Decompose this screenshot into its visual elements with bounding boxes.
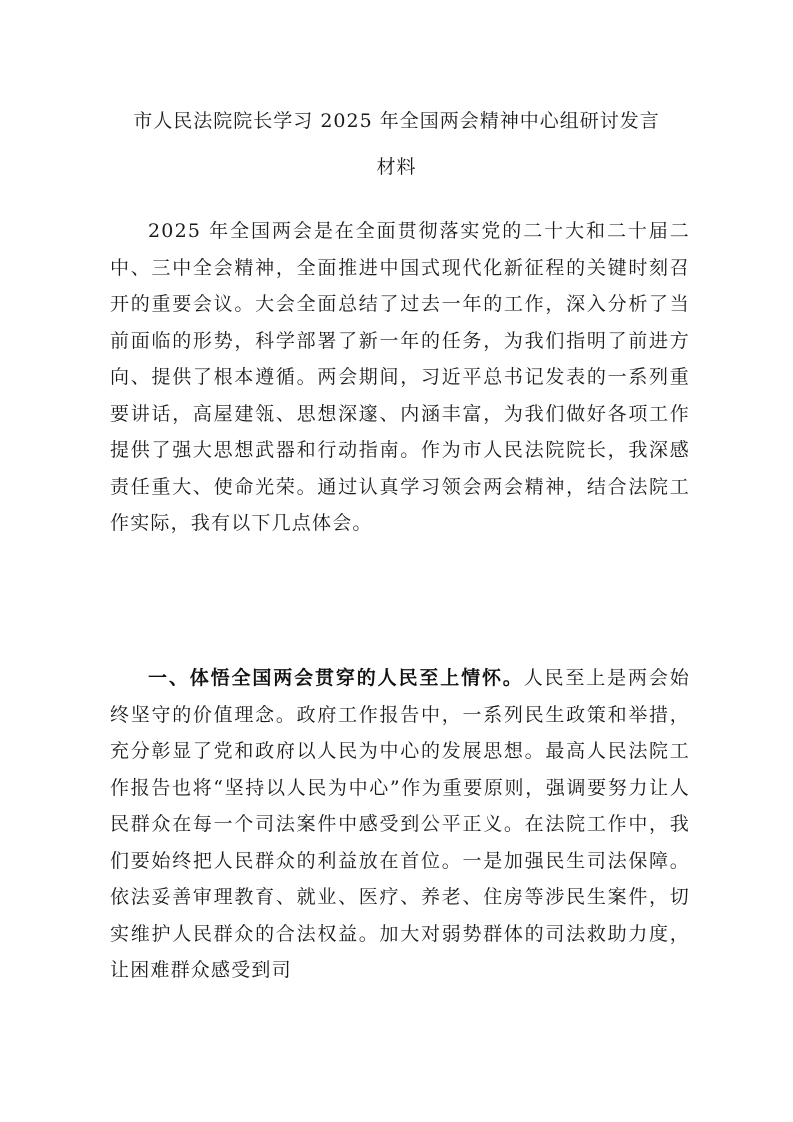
section-one-heading: 一、体悟全国两会贯穿的人民至上情怀。	[148, 667, 524, 689]
paragraph-intro	[110, 213, 690, 542]
paragraph-section-one	[110, 660, 690, 989]
title-line-2: 材料	[376, 156, 417, 178]
title-line-1: 市人民法院院长学习 2025 年全国两会精神中心组研讨发言	[133, 110, 660, 132]
document-title	[108, 98, 685, 190]
section-one-text: 人民至上是两会始终坚守的价值理念。政府工作报告中，一系列民生政策和举措，充分彰显了党和政府以人民为中心的发展思想。最高人民法院工作报告也将“坚持以人民为中心”作为重要原则，强调要努力让人民群众在每一个司法案件中感受到公平正义。在法院工作中，我们要始终把人民群众的利益放在首位。一是加强民生司法保障。依法妥善审理教育、就业、医疗、养老、住房等涉民生案件，切实维护人民群众的合法权益。加大对弱势群体的司法救助力度，让困难群众感受到司	[110, 667, 690, 981]
paragraph-intro-text: 2025 年全国两会是在全面贯彻落实党的二十大和二十届二中、三中全会精神，全面推进中国式现代化新征程的关键时刻召开的重要会议。大会全面总结了过去一年的工作，深入分析了当前面临的形势，科学部署了新一年的任务，为我们指明了前进方向、提供了根本遵循。两会期间，习近平总书记发表的一系列重要讲话，高屋建瓴、思想深邃、内涵丰富，为我们做好各项工作提供了强大思想武器和行动指南。作为市人民法院院长，我深感责任重大、使命光荣。通过认真学习领会两会精神，结合法院工作实际，我有以下几点体会。	[110, 220, 690, 534]
